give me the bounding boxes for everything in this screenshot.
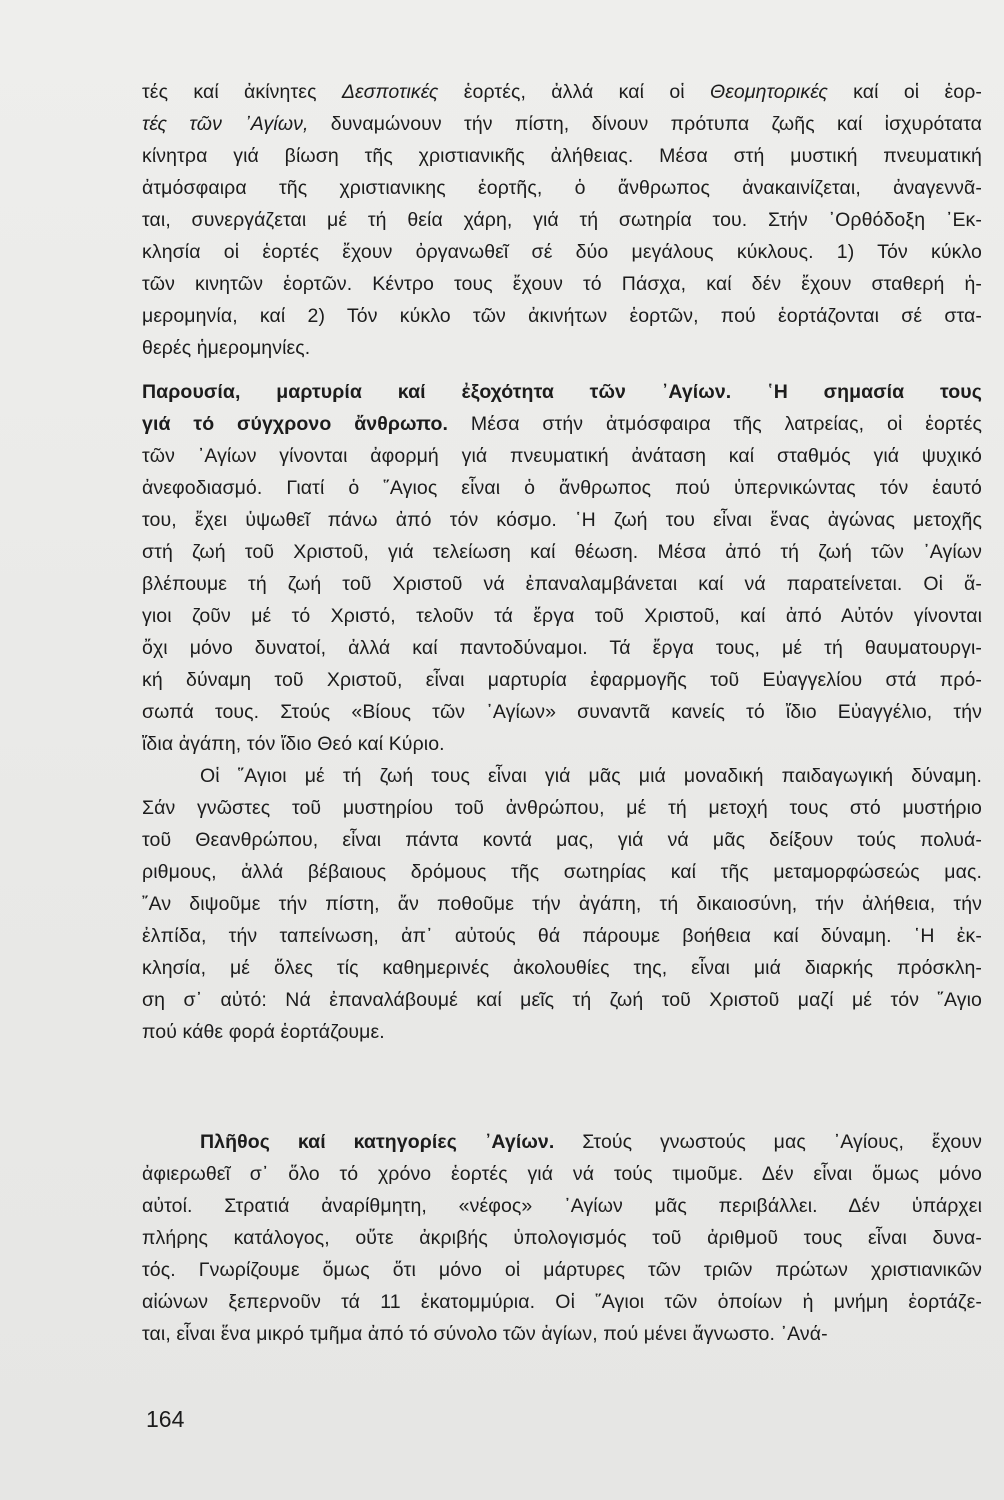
page-number: 164 <box>146 1406 185 1432</box>
text-line <box>142 536 982 568</box>
text-line <box>142 236 982 268</box>
text-line <box>142 504 982 536</box>
text-line <box>142 792 982 824</box>
text-line <box>142 1126 982 1158</box>
body-text: αὐτοί. Στρατιά ἀναρίθμητη, «νέφος» ᾿Αγίων μᾶς περιβάλλει. Δέν ὑπάρχει <box>142 1195 982 1217</box>
paragraph-saints-categories <box>142 1126 982 1350</box>
body-text: σωπά τους. Στούς «Βίους τῶν ᾿Αγίων» συναντᾶ κανείς τό ἴδιο Εὐαγγέλιο, τήν <box>142 701 982 723</box>
text-line <box>142 1016 982 1048</box>
body-text: ἀτμόσφαιρα τῆς χριστιανικης ἑορτῆς, ὁ ἄνθρωπος ἀνακαινίζεται, ἀναγεννᾶ- <box>142 177 982 199</box>
body-text: πού κάθε φορά ἑορτάζουμε. <box>142 1021 385 1043</box>
text-line <box>142 472 982 504</box>
paragraph-festivals <box>142 76 982 364</box>
body-text: κή δύναμη τοῦ Χριστοῦ, εἶναι μαρτυρία ἐφαρμογῆς τοῦ Εὐαγγελίου στά πρό- <box>142 669 982 691</box>
bold-heading-text: Πλῆθος καί κατηγορίες ᾿Αγίων. <box>200 1131 555 1153</box>
body-text: θερές ἡμερομηνίες. <box>142 337 311 359</box>
text-line <box>142 1222 982 1254</box>
text-line <box>142 172 982 204</box>
body-text: ὄχι μόνο δυνατοί, ἀλλά καί παντοδύναμοι. Τά ἔργα τους, μέ τή θαυματουργι- <box>142 637 982 659</box>
body-text: ἀνεφοδιασμό. Γιατί ὁ ῞Αγιος εἶναι ὁ ἄνθρωπος πού ὑπερνικώντας τόν ἑαυτό <box>142 477 982 499</box>
body-text: ται, συνεργάζεται μέ τή θεία χάρη, γιά τή σωτηρία του. Στήν ᾿Ορθόδοξη ᾿Εκ- <box>142 209 982 231</box>
body-text: δυναμώνουν τήν πίστη, δίνουν πρότυπα ζωῆς καί ἰσχυρότατα <box>308 113 982 135</box>
text-line <box>142 440 982 472</box>
paragraph-saints-pedagogy <box>142 760 982 1048</box>
body-text: τοῦ Θεανθρώπου, εἶναι πάντα κοντά μας, γιά νά μᾶς δείξουν τούς πολυά- <box>142 829 982 851</box>
text-line <box>142 568 982 600</box>
text-line <box>142 1190 982 1222</box>
text-line <box>142 204 982 236</box>
body-text: Οἱ ῞Αγιοι μέ τή ζωή τους εἶναι γιά μᾶς μιά μοναδική παιδαγωγική δύναμη. <box>200 765 982 787</box>
text-line <box>142 140 982 172</box>
text-block-upper <box>142 76 982 1048</box>
text-block-lower <box>142 1126 982 1350</box>
text-line <box>142 1286 982 1318</box>
body-text: Μέσα στήν ἀτμόσφαιρα τῆς λατρείας, οἱ ἑορτές <box>448 413 982 435</box>
text-line <box>142 760 982 792</box>
body-text: τός. Γνωρίζουμε ὅμως ὅτι μόνο οἱ μάρτυρες τῶν τριῶν πρώτων χριστιανικῶν <box>142 1259 982 1281</box>
text-line <box>142 332 982 364</box>
body-text: ριθμους, ἀλλά βέβαιους δρόμους τῆς σωτηρίας καί τῆς μεταμορφώσεώς μας. <box>142 861 982 883</box>
body-text: στή ζωή τοῦ Χριστοῦ, γιά τελείωση καί θέωση. Μέσα ἀπό τή ζωή τῶν ᾿Αγίων <box>142 541 982 563</box>
text-line <box>142 856 982 888</box>
body-text: Σάν γνῶστες τοῦ μυστηρίου τοῦ ἀνθρώπου, μέ τή μετοχή τους στό μυστήριο <box>142 797 982 819</box>
body-text: κλησία, μέ ὅλες τίς καθημερινές ἀκολουθίες της, εἶναι μιά διαρκής πρόσκλη- <box>142 957 982 979</box>
body-text: ται, εἶναι ἕνα μικρό τμῆμα ἀπό τό σύνολο τῶν ἁγίων, πού μένει ἄγνωστο. ᾿Ανά- <box>142 1323 828 1345</box>
text-line <box>142 300 982 332</box>
body-text: τῶν κινητῶν ἑορτῶν. Κέντρο τους ἔχουν τό Πάσχα, καί δέν ἔχουν σταθερή ἡ- <box>142 273 982 295</box>
text-line <box>142 696 982 728</box>
text-line <box>142 952 982 984</box>
text-line <box>142 1158 982 1190</box>
text-line <box>142 408 982 440</box>
text-line <box>142 1254 982 1286</box>
body-text: ἀφιερωθεῖ σ᾿ ὅλο τό χρόνο ἑορτές γιά νά τούς τιμοῦμε. Δέν εἶναι ὅμως μόνο <box>142 1163 982 1185</box>
italic-text: Θεομητορικές <box>709 81 828 103</box>
text-line <box>142 1318 982 1350</box>
body-text: ἑορτές, ἀλλά καί οἱ <box>438 81 710 103</box>
text-line <box>142 664 982 696</box>
body-text: πλήρης κατάλογος, οὔτε ἀκριβής ὑπολογισμός τοῦ ἀριθμοῦ τους εἶναι δυνα- <box>142 1227 982 1249</box>
text-line <box>142 376 982 408</box>
text-line <box>142 888 982 920</box>
body-text: Στούς γνωστούς μας ᾿Αγίους, ἔχουν <box>554 1131 982 1153</box>
body-text: ση σ᾿ αὐτό: Νά ἐπαναλάβουμέ καί μεῖς τή ζωή τοῦ Χριστοῦ μαζί μέ τόν ῞Αγιο <box>142 989 982 1011</box>
text-line <box>142 824 982 856</box>
text-line <box>142 984 982 1016</box>
italic-text: Δεσποτικές <box>341 81 439 103</box>
body-text: του, ἔχει ὑψωθεῖ πάνω ἀπό τόν κόσμο. ῾Η ζωή του εἶναι ἕνας ἀγώνας μετοχῆς <box>142 509 982 531</box>
body-text: τῶν ᾿Αγίων γίνονται ἀφορμή γιά πνευματική ἀνάταση καί σταθμός γιά ψυχικό <box>142 445 982 467</box>
text-line <box>142 600 982 632</box>
body-text: γιοι ζοῦν μέ τό Χριστό, τελοῦν τά ἔργα τοῦ Χριστοῦ, καί ἀπό Αὐτόν γίνονται <box>142 605 982 627</box>
body-text: ἐλπίδα, τήν ταπείνωση, ἀπ᾿ αὐτούς θά πάρουμε βοήθεια καί δύναμη. ῾Η ἐκ- <box>142 925 982 947</box>
text-line <box>142 632 982 664</box>
body-text: μερομηνία, καί 2) Τόν κύκλο τῶν ἀκινήτων ἑορτῶν, πού ἑορτάζονται σέ στα- <box>142 305 982 327</box>
text-line <box>142 920 982 952</box>
body-text: ἴδια ἀγάπη, τόν ἴδιο Θεό καί Κύριο. <box>142 733 445 755</box>
text-line <box>142 76 982 108</box>
body-text: τές καί ἀκίνητες <box>142 81 342 103</box>
italic-text: τές τῶν ᾿Αγίων, <box>142 113 309 135</box>
body-text: αἰώνων ξεπερνοῦν τά 11 ἑκατομμύρια. Οἱ ῞Αγιοι τῶν ὁποίων ἡ μνήμη ἑορτάζε- <box>142 1291 982 1313</box>
body-text: καί οἱ ἑορ- <box>827 81 983 103</box>
body-text: ῎Αν διψοῦμε τήν πίστη, ἄν ποθοῦμε τήν ἀγάπη, τή δικαιοσύνη, τήν ἀλήθεια, τήν <box>142 893 982 915</box>
paragraph-saints-presence <box>142 376 982 760</box>
body-text: κλησία οἱ ἑορτές ἔχουν ὀργανωθεῖ σέ δύο μεγάλους κύκλους. 1) Τόν κύκλο <box>142 241 982 263</box>
body-text: βλέπουμε τή ζωή τοῦ Χριστοῦ νά ἐπαναλαμβάνεται καί νά παρατείνεται. Οἱ ἅ- <box>142 573 982 595</box>
text-line <box>142 728 982 760</box>
text-line <box>142 108 982 140</box>
bold-heading-text: γιά τό σύγχρονο ἄνθρωπο. <box>142 413 449 435</box>
body-text: κίνητρα γιά βίωση τῆς χριστιανικῆς ἀλήθειας. Μέσα στή μυστική πνευματική <box>142 145 982 167</box>
bold-heading-text: Παρουσία, μαρτυρία καί ἐξοχότητα τῶν ᾿Αγίων. ῾Η σημασία τους <box>142 381 982 403</box>
text-line <box>142 268 982 300</box>
